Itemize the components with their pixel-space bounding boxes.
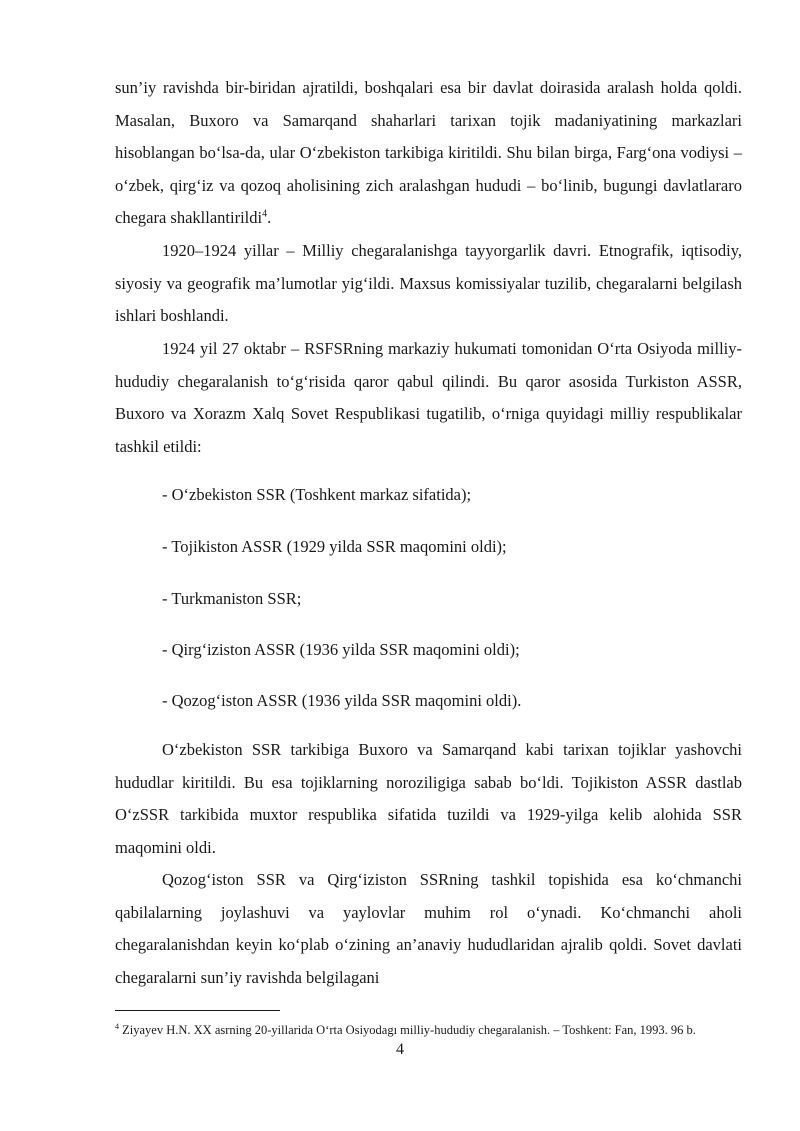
paragraph-5: Qozog‘iston SSR va Qirg‘iziston SSRning tashkil topishida esa ko‘chmanchi qabilalarning joylashuvi va yaylovlar muhim rol o‘ynadi. Ko‘chmanchi aholi chegaralanishdan keyin ko‘plab o‘zining an’anaviy hududlaridan ajralib qoldi. Sovet davlati chegaralarni sun’iy ravishda belgilagani <box>115 870 742 987</box>
footnote <box>115 1022 755 1038</box>
list-item: - Qirg‘iziston ASSR (1936 yilda SSR maqomini oldi); <box>162 640 520 659</box>
paragraph-1 <box>115 72 742 235</box>
paragraph-1-text: sun’iy ravishda bir-biridan ajratildi, boshqalari esa bir davlat doirasida aralash holda qoldi. Masalan, Buxoro va Samarqand shaharlari tarixan tojik madaniyatining markazlari hisoblangan bo‘lsa-da, ular O‘zbekiston tarkibiga kiritildi. Shu bilan birga, Farg‘ona vodiysi – o‘zbek, qirg‘iz va qozoq aholisining zich aralashgan hududi – bo‘linib, bugungi davlatlararo chegara shakllantirildi <box>115 78 742 227</box>
footnote-text: Ziyayev H.N. XX asrning 20-yillarida O‘rta Osiyodagı milliy-hududiy chegaralanish. – Toshkent: Fan, 1993. 96 b. <box>119 1023 696 1037</box>
page-number: 4 <box>396 1041 404 1058</box>
paragraph-1-end: . <box>267 208 272 227</box>
footnote-number: 4 <box>115 1021 119 1031</box>
list-item: - O‘zbekiston SSR (Toshkent markaz sifatida); <box>162 485 472 504</box>
list-item: - Tojikiston ASSR (1929 yilda SSR maqomini oldi); <box>162 537 507 556</box>
list-item: - Turkmaniston SSR; <box>162 589 302 608</box>
footnote-ref-4[interactable]: 4 <box>262 208 268 220</box>
footnote-divider <box>115 1010 280 1011</box>
paragraph-4: O‘zbekiston SSR tarkibiga Buxoro va Samarqand kabi tarixan tojiklar yashovchi hududlar kiritildi. Bu esa tojiklarning noroziligiga sabab bo‘ldi. Tojikiston ASSR dastlab O‘zSSR tarkibida muxtor respublika sifatida tuzildi va 1929-yilga kelib alohida SSR maqomini oldi. <box>115 740 742 857</box>
paragraph-2: 1920–1924 yillar – Milliy chegaralanishga tayyorgarlik davri. Etnografik, iqtisodiy, siyosiy va geografik ma’lumotlar yig‘ildi. Maxsus komissiyalar tuzilib, chegaralarni belgilash ishlari boshlandi. <box>115 241 742 325</box>
paragraph-3: 1924 yil 27 oktabr – RSFSRning markaziy hukumati tomonidan O‘rta Osiyoda milliy-hududiy chegaralanish to‘g‘risida qaror qabul qilindi. Bu qaror asosida Turkiston ASSR, Buxoro va Xorazm Xalq Sovet Respublikasi tugatilib, o‘rniga quyidagi milliy respublikalar tashkil etildi: <box>115 339 742 456</box>
list-item: - Qozog‘iston ASSR (1936 yilda SSR maqomini oldi). <box>162 691 522 710</box>
